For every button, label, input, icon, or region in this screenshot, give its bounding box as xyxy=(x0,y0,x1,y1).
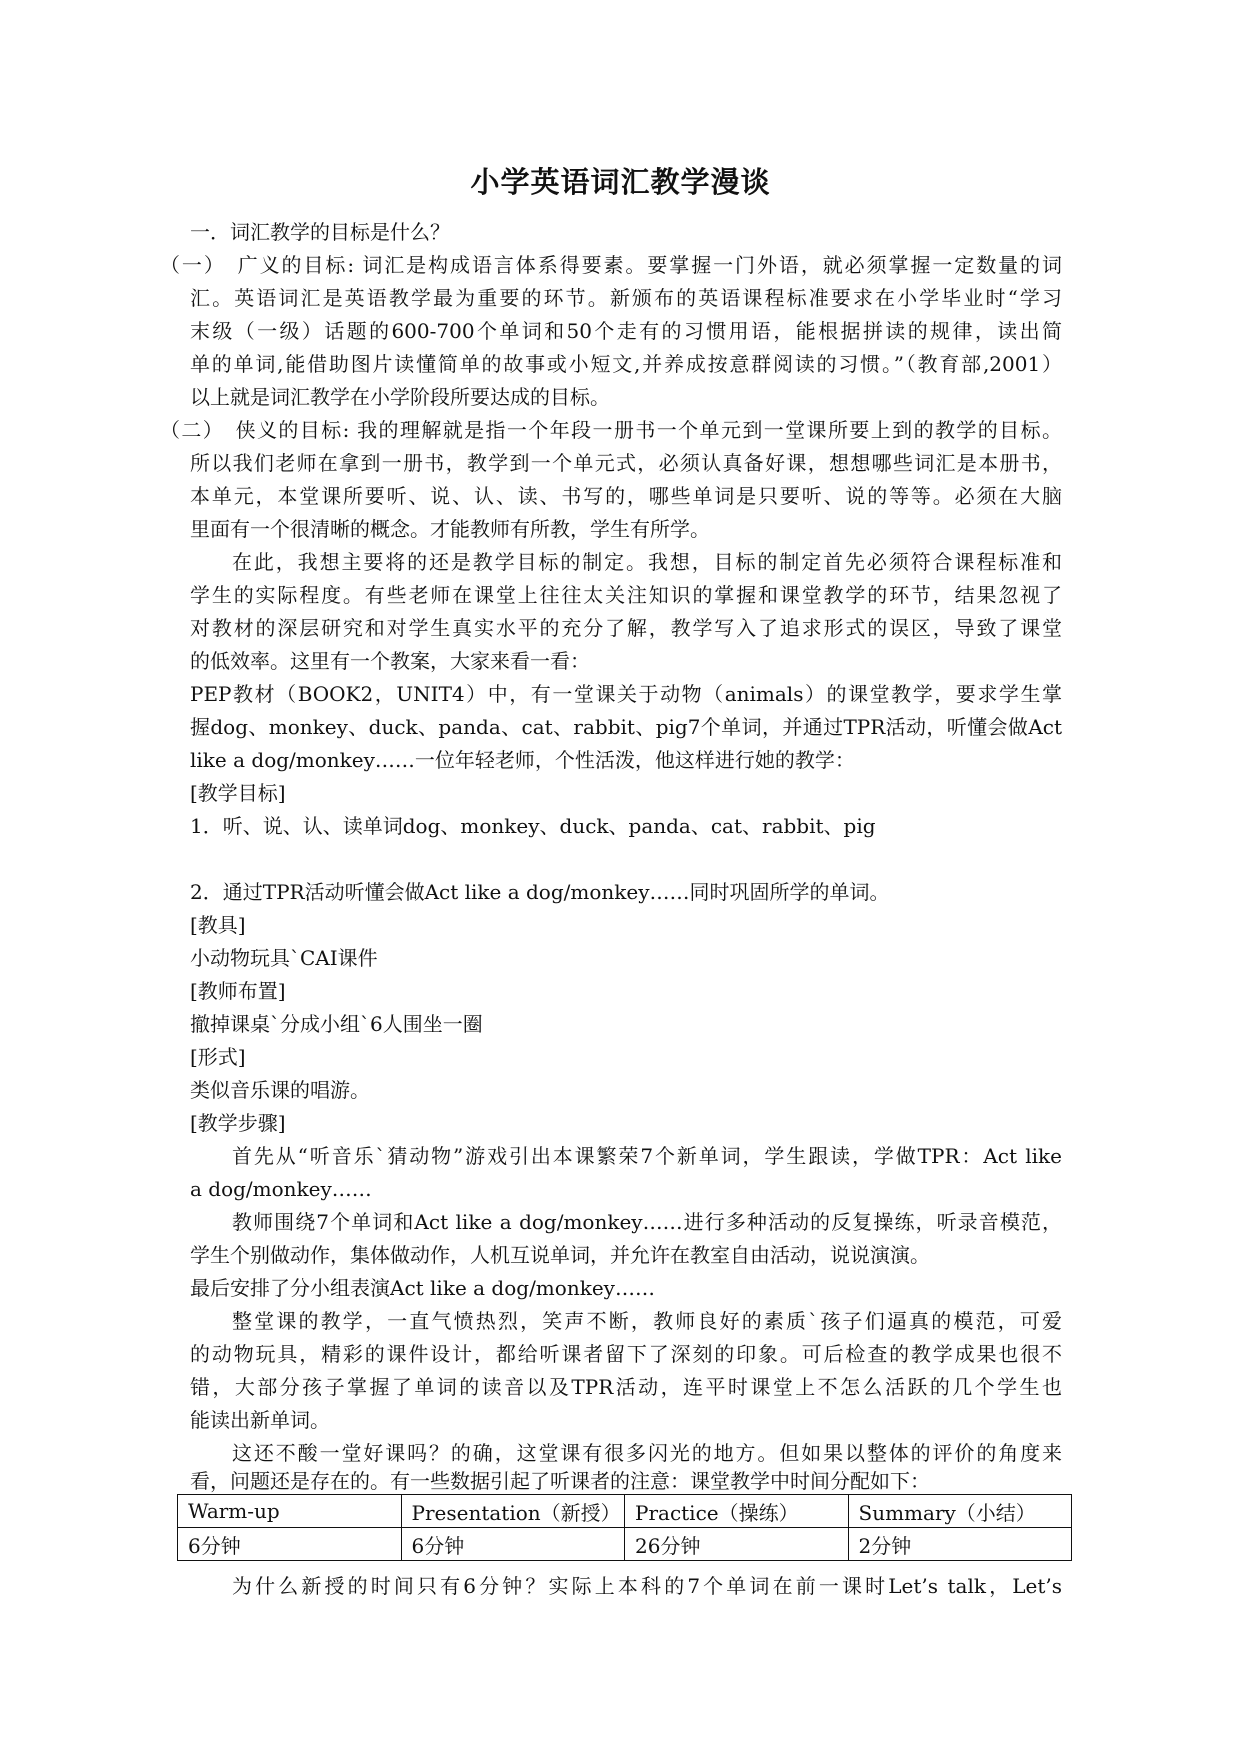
paragraph-line: 类似音乐课的唱游。 xyxy=(190,1078,370,1102)
paragraph-line: 教师围绕7个单词和Act like a dog/monkey……进行多种活动的反复操练，听录音模范， xyxy=(232,1210,1062,1234)
table-header-cell: Warm-up xyxy=(178,1495,402,1528)
paragraph-line: 错，大部分孩子掌握了单词的读音以及TPR活动，连平时课堂上不怎么活跃的几个学生也 xyxy=(190,1375,1062,1399)
paragraph-line: 汇。英语词汇是英语教学最为重要的环节。新颁布的英语课程标准要求在小学毕业时“学习 xyxy=(190,286,1062,310)
section-label: [教具] xyxy=(190,913,246,937)
paragraph-line: 的动物玩具，精彩的课件设计，都给听课者留下了深刻的印象。可后检查的教学成果也很不 xyxy=(190,1342,1062,1366)
list-item: 1．听、说、认、读单词dog、monkey、duck、panda、cat、rabbit、pig xyxy=(190,814,876,838)
section-heading: 一．词汇教学的目标是什么？ xyxy=(190,220,450,244)
paragraph-line: 学生的实际程度。有些老师在课堂上往往太关注知识的掌握和课堂教学的环节，结果忽视了 xyxy=(190,583,1062,607)
paragraph-line: like a dog/monkey……一位年轻老师，个性活泼，他这样进行她的教学： xyxy=(190,748,855,772)
table-header-cell: Practice（操练） xyxy=(625,1495,849,1528)
table-cell: 6分钟 xyxy=(401,1528,625,1561)
paragraph-line: 能读出新单词。 xyxy=(190,1408,330,1432)
section-label: [教学目标] xyxy=(190,781,286,805)
table-cell: 26分钟 xyxy=(625,1528,849,1561)
table-header-cell: Presentation（新授） xyxy=(401,1495,625,1528)
paragraph-line: 撤掉课桌`分成小组`6人围坐一圈 xyxy=(190,1012,483,1036)
paragraph-line: 这还不酸一堂好课吗？的确，这堂课有很多闪光的地方。但如果以整体的评价的角度来 xyxy=(232,1441,1062,1465)
table-header-row xyxy=(178,1495,1072,1528)
document-title: 小学英语词汇教学漫谈 xyxy=(470,165,771,199)
paragraph-line: 里面有一个很清晰的概念。才能教师有所教，学生有所学。 xyxy=(190,517,710,541)
paragraph-line: 的低效率。这里有一个教案，大家来看一看： xyxy=(190,649,590,673)
paragraph-line: 为什么新授的时间只有6分钟？实际上本科的7个单词在前一课时Let’s talk，Let’s xyxy=(232,1574,1062,1598)
paragraph-line: 在此，我想主要将的还是教学目标的制定。我想，目标的制定首先必须符合课程标准和 xyxy=(232,550,1062,574)
paragraph-line: 末级（一级）话题的600-700个单词和50个走有的习惯用语，能根据拼读的规律，读出简 xyxy=(190,319,1062,343)
paragraph-line: 最后安排了分小组表演Act like a dog/monkey…… xyxy=(190,1276,655,1300)
paragraph-line: 握dog、monkey、duck、panda、cat、rabbit、pig7个单词，并通过TPR活动，听懂会做Act xyxy=(190,715,1062,739)
table-header-cell: Summary（小结） xyxy=(848,1495,1072,1528)
paragraph-line: 所以我们老师在拿到一册书，教学到一个单元式，必须认真备好课，想想哪些词汇是本册书， xyxy=(190,451,1062,475)
paragraph-line: PEP教材（BOOK2，UNIT4）中，有一堂课关于动物（animals）的课堂教学，要求学生掌 xyxy=(190,682,1062,706)
section-label: [教学步骤] xyxy=(190,1111,286,1135)
time-allocation-table xyxy=(177,1494,1072,1561)
table-cell: 6分钟 xyxy=(178,1528,402,1561)
paragraph-line: 看，问题还是存在的。有一些数据引起了听课者的注意：课堂教学中时间分配如下： xyxy=(190,1469,930,1493)
paragraph-line: 学生个别做动作，集体做动作，人机互说单词，并允许在教室自由活动，说说演演。 xyxy=(190,1243,930,1267)
paragraph-line: （一） 广义的目标: 词汇是构成语言体系得要素。要掌握一门外语，就必须掌握一定数量的词 xyxy=(160,253,1062,277)
paragraph-line: a dog/monkey…… xyxy=(190,1177,372,1201)
table-row xyxy=(178,1528,1072,1561)
paragraph-line: 对教材的深层研究和对学生真实水平的充分了解，教学写入了追求形式的误区，导致了课堂 xyxy=(190,616,1062,640)
paragraph-line: 整堂课的教学，一直气愤热烈，笑声不断，教师良好的素质`孩子们逼真的模范，可爱 xyxy=(232,1309,1062,1333)
paragraph-line: 单的单词,能借助图片读懂简单的故事或小短文,并养成按意群阅读的习惯。”（教育部,2001） xyxy=(190,352,1062,376)
section-label: [教师布置] xyxy=(190,979,286,1003)
paragraph-line: 小动物玩具`CAI课件 xyxy=(190,946,378,970)
list-item: 2．通过TPR活动听懂会做Act like a dog/monkey……同时巩固所学的单词。 xyxy=(190,880,890,904)
paragraph-line: 以上就是词汇教学在小学阶段所要达成的目标。 xyxy=(190,385,610,409)
paragraph-line: 首先从“听音乐`猜动物”游戏引出本课繁荣7个新单词，学生跟读，学做TPR：Act like xyxy=(232,1144,1062,1168)
paragraph-line: （二） 侠义的目标: 我的理解就是指一个年段一册书一个单元到一堂课所要上到的教学的目标。 xyxy=(160,418,1062,442)
table-cell: 2分钟 xyxy=(848,1528,1072,1561)
paragraph-line: 本单元，本堂课所要听、说、认、读、书写的，哪些单词是只要听、说的等等。必须在大脑 xyxy=(190,484,1062,508)
section-label: [形式] xyxy=(190,1045,246,1069)
